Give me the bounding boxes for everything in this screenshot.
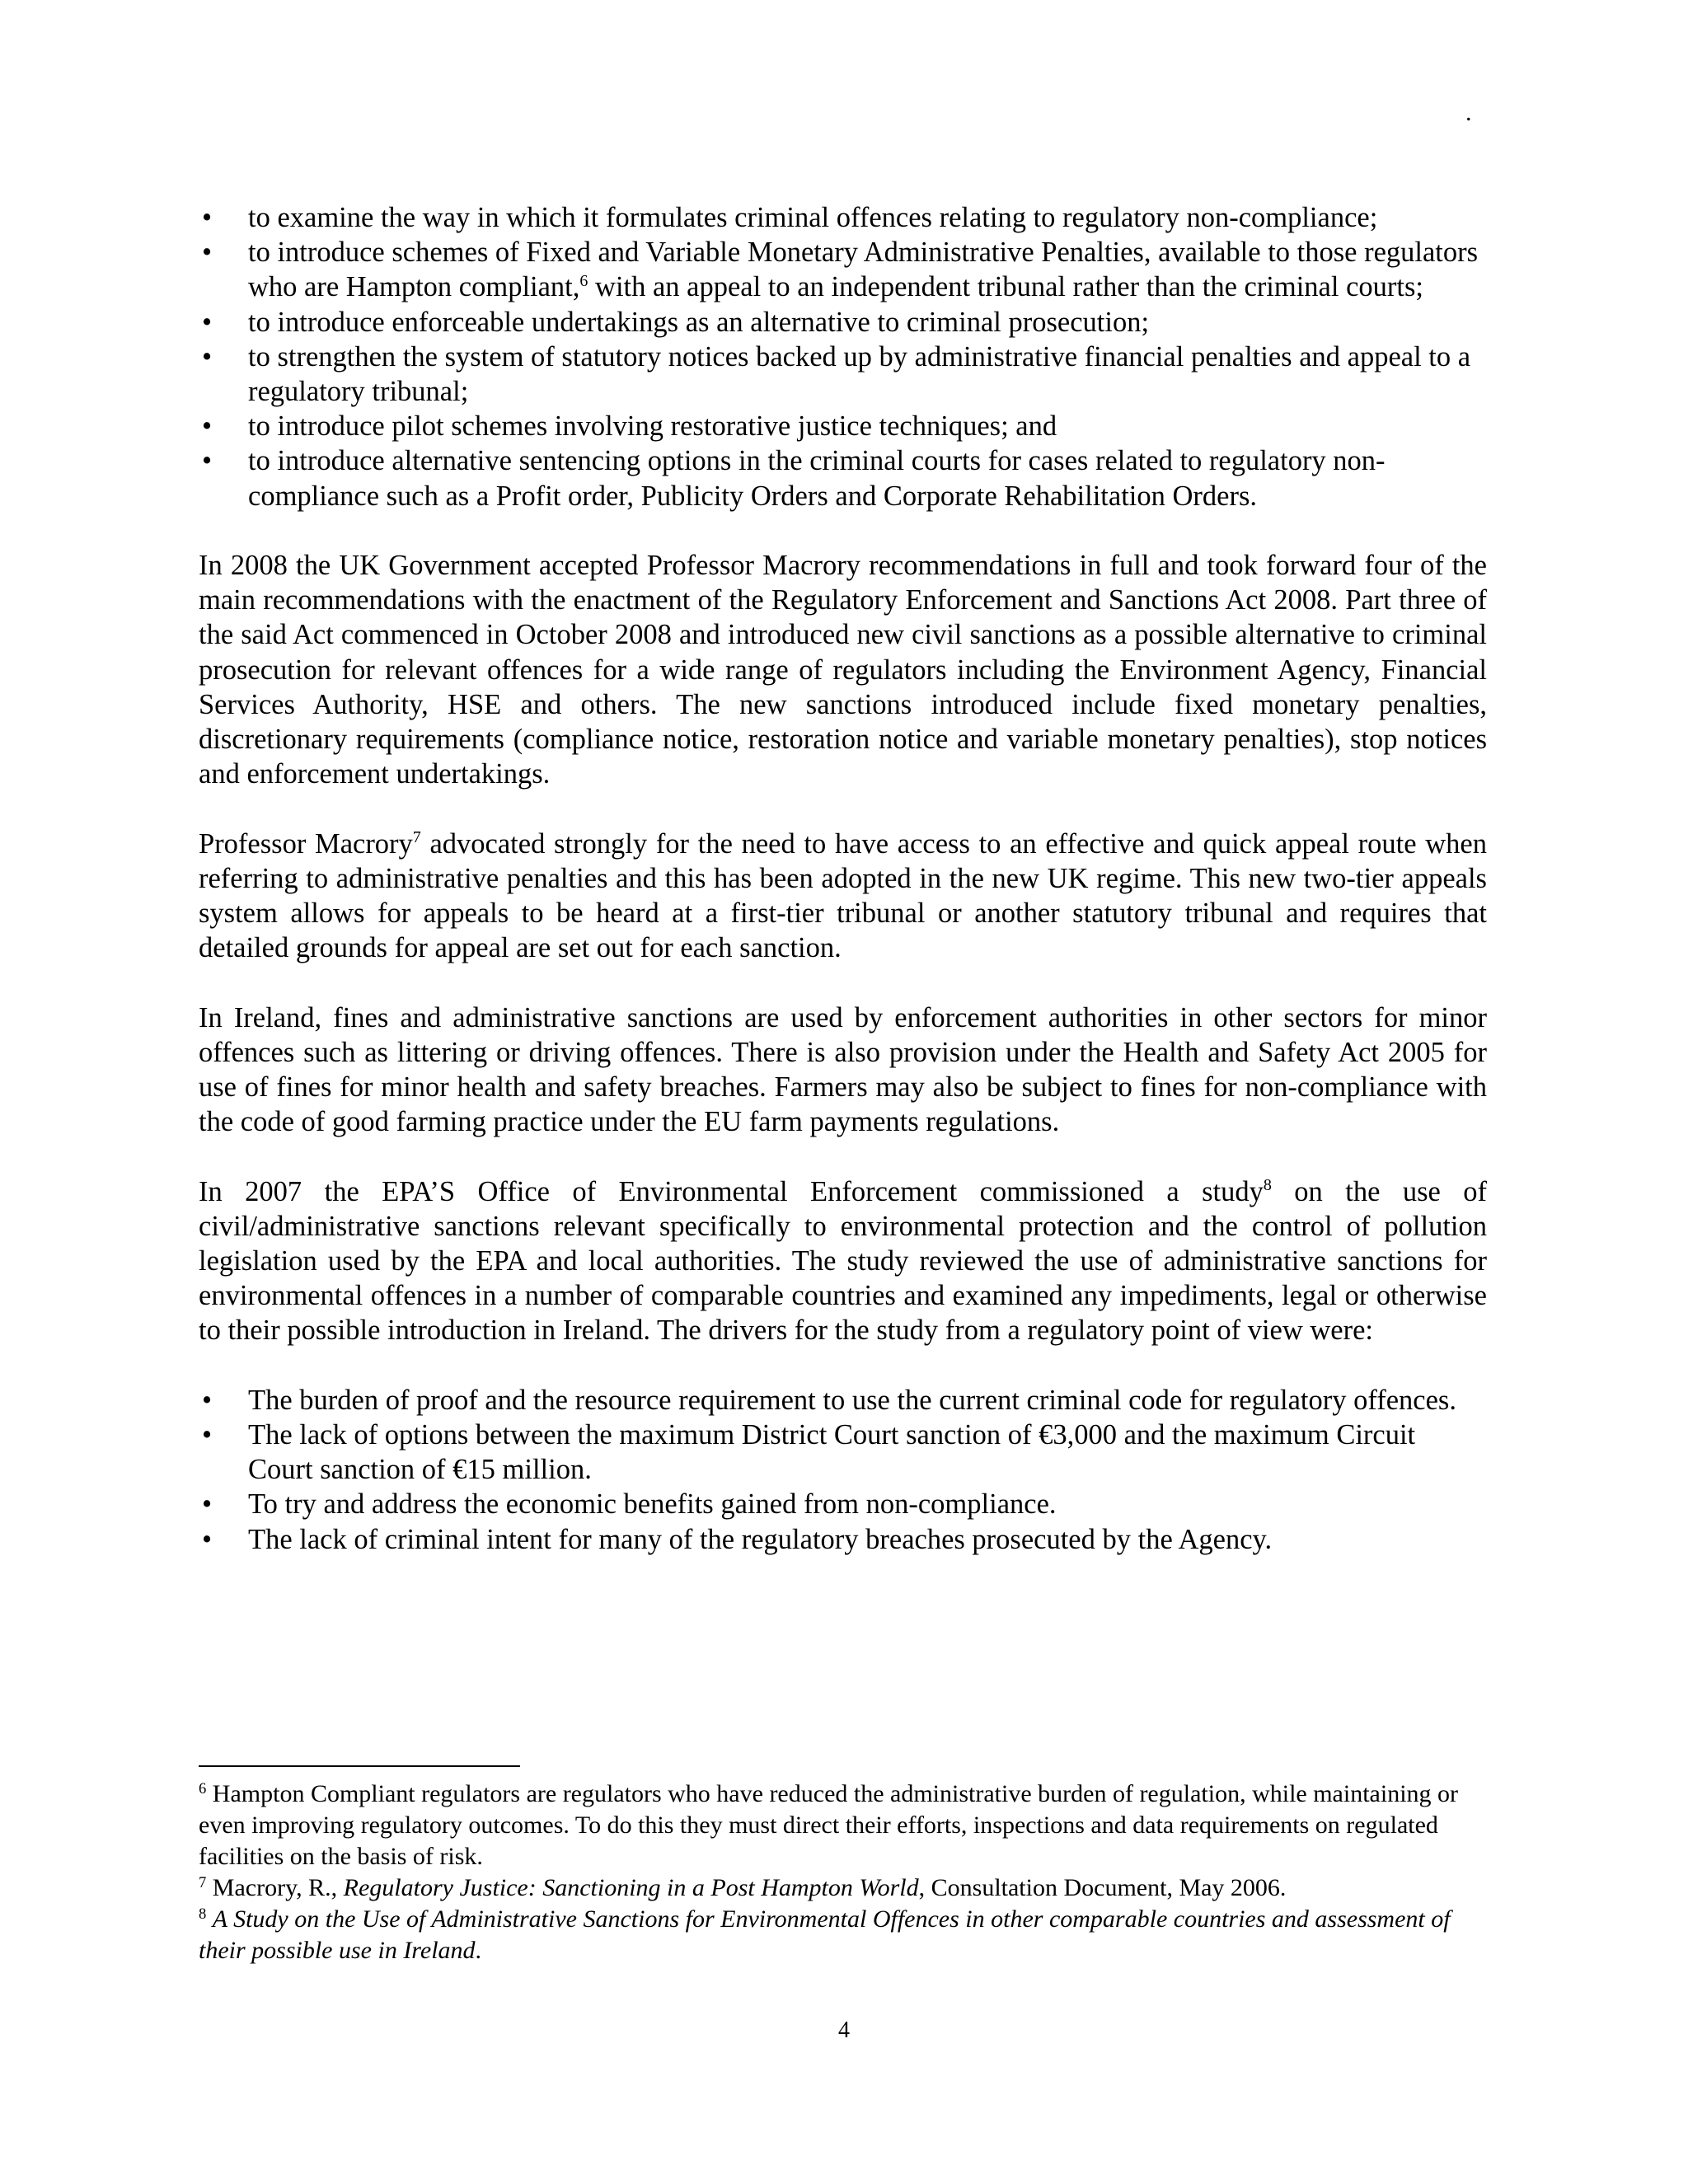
- footnote-text-continued: , Consultation Document, May 2006.: [918, 1874, 1287, 1901]
- paragraph-macrory-appeals: [199, 827, 1487, 966]
- paragraph-text-continued: advocated strongly for the need to have access to an effective and quick appeal route when referring to administrative penalties and this has been adopted in the new UK regime. This new two-tier appeals system allows for appeals to be heard at a first-tier tribunal or another statutory tribunal and requires that detailed grounds for appeal are set out for each sanction.: [199, 827, 1487, 964]
- list-item-text: to introduce schemes of Fixed and Variable Monetary Administrative Penalties, available to those regulators who are Hampton compliant,: [248, 237, 1479, 303]
- list-item: [199, 1418, 1487, 1487]
- list-item: [199, 1383, 1487, 1418]
- bullet-icon: •: [201, 202, 213, 233]
- bullet-icon: •: [201, 237, 213, 269]
- bullet-icon: •: [201, 340, 213, 373]
- footnote-title: A Study on the Use of Administrative Sanctions for Environmental Offences in other comparable countries and assessment of their possible use in Ireland: [199, 1905, 1451, 1964]
- list-item: [199, 200, 1487, 235]
- paragraph-ireland-fines: In Ireland, fines and administrative sanctions are used by enforcement authorities in other sectors for minor offences such as littering or driving offences. There is also provision under the Health and Safety Act 2005 for use of fines for minor health and safety breaches. Farmers may also be subject to fines for non-compliance with the code of good farming practice under the EU farm payments regulations.: [199, 1001, 1487, 1138]
- footnote-8: [199, 1904, 1487, 1966]
- list-item: [199, 443, 1487, 513]
- document-body: [199, 200, 1487, 1557]
- footnote-6: [199, 1779, 1487, 1872]
- list-item-text: to introduce pilot schemes involving restorative justice techniques; and: [248, 410, 1057, 443]
- footnote-reference[interactable]: 8: [1263, 1176, 1272, 1195]
- footnote-reference[interactable]: 6: [579, 272, 588, 291]
- bullet-icon: •: [201, 1384, 213, 1416]
- list-item-text: To try and address the economic benefits gained from non-compliance.: [248, 1488, 1057, 1521]
- footnote-text: Macrory, R.,: [206, 1874, 344, 1901]
- list-item: [199, 305, 1487, 340]
- paragraph-text: In 2007 the EPA’S Office of Environmental Enforcement commissioned a study: [199, 1175, 1264, 1207]
- footnote-divider: [199, 1765, 520, 1767]
- list-item: [199, 1522, 1487, 1557]
- list-item: [199, 1487, 1487, 1521]
- list-item-text: to examine the way in which it formulates criminal offences relating to regulatory non-compliance;: [248, 202, 1378, 233]
- footnote-spacer: [206, 1905, 213, 1933]
- paragraph-epa-study: [199, 1174, 1487, 1348]
- corner-mark: .: [1465, 99, 1472, 126]
- page-number: 4: [838, 2018, 850, 2043]
- list-item-text: to introduce alternative sentencing options in the criminal courts for cases related to regulatory non-compliance such as a Profit order, Publicity Orders and Corporate Rehabilitation Orders.: [248, 445, 1386, 512]
- paragraph-uk-government: In 2008 the UK Government accepted Professor Macrory recommendations in full and took forward four of the main recommendations with the enactment of the Regulatory Enforcement and Sanctions Act 2008. Part three of the said Act commenced in October 2008 and introduced new civil sanctions as a possible alternative to criminal prosecution for relevant offences for a wide range of regulators including the Environment Agency, Financial Services Authority, HSE and others. The new sanctions introduced include fixed monetary penalties, discretionary requirements (compliance notice, restoration notice and variable monetary penalties), stop notices and enforcement undertakings.: [199, 550, 1487, 790]
- list-item: [199, 340, 1487, 409]
- footnote-number: 6: [199, 1779, 207, 1797]
- list-item: [199, 235, 1487, 304]
- footnote-text-continued: .: [475, 1937, 482, 1964]
- list-item-text: to introduce enforceable undertakings as an alternative to criminal prosecution;: [248, 306, 1150, 338]
- bullet-icon: •: [201, 1419, 213, 1451]
- list-item: [199, 409, 1487, 443]
- footnote-number: 7: [199, 1873, 207, 1891]
- list-item-text: The lack of criminal intent for many of the regulatory breaches prosecuted by the Agency.: [248, 1523, 1273, 1555]
- bullet-icon: •: [201, 410, 213, 443]
- list-item-text: The burden of proof and the resource requirement to use the current criminal code for regulatory offences.: [248, 1384, 1456, 1416]
- footnotes-section: [199, 1765, 1487, 1966]
- bullet-icon: •: [201, 445, 213, 477]
- list-item-text-continued: with an appeal to an independent tribunal rather than the criminal courts;: [588, 271, 1423, 303]
- intro-bullet-list: [199, 200, 1487, 513]
- paragraph-text: Professor Macrory: [199, 827, 413, 860]
- footnote-reference[interactable]: 7: [412, 828, 421, 847]
- paragraph-text-continued: on the use of civil/administrative sanctions relevant specifically to environmental protection and the control of pollution legislation used by the EPA and local authorities. The study reviewed the use of administrative sanctions for environmental offences in a number of comparable countries and examined any impediments, legal or otherwise to their possible introduction in Ireland. The drivers for the study from a regulatory point of view were:: [199, 1175, 1487, 1347]
- bullet-icon: •: [201, 306, 213, 338]
- bullet-icon: •: [201, 1488, 213, 1521]
- list-item-text: The lack of options between the maximum District Court sanction of €3,000 and the maximum Circuit Court sanction of €15 million.: [248, 1419, 1416, 1486]
- bullet-icon: •: [201, 1523, 213, 1555]
- driver-bullet-list: [199, 1383, 1487, 1557]
- footnote-text: Hampton Compliant regulators are regulators who have reduced the administrative burden of regulation, while maintaining or even improving regulatory outcomes. To do this they must direct their efforts, inspections and data requirements on regulated facilities on the basis of risk.: [199, 1780, 1459, 1870]
- footnote-number: 8: [199, 1905, 207, 1923]
- footnote-title: Regulatory Justice: Sanctioning in a Post Hampton World: [343, 1874, 919, 1901]
- list-item-text: to strengthen the system of statutory notices backed up by administrative financial penalties and appeal to a regulatory tribunal;: [248, 340, 1471, 408]
- footnote-7: [199, 1872, 1487, 1904]
